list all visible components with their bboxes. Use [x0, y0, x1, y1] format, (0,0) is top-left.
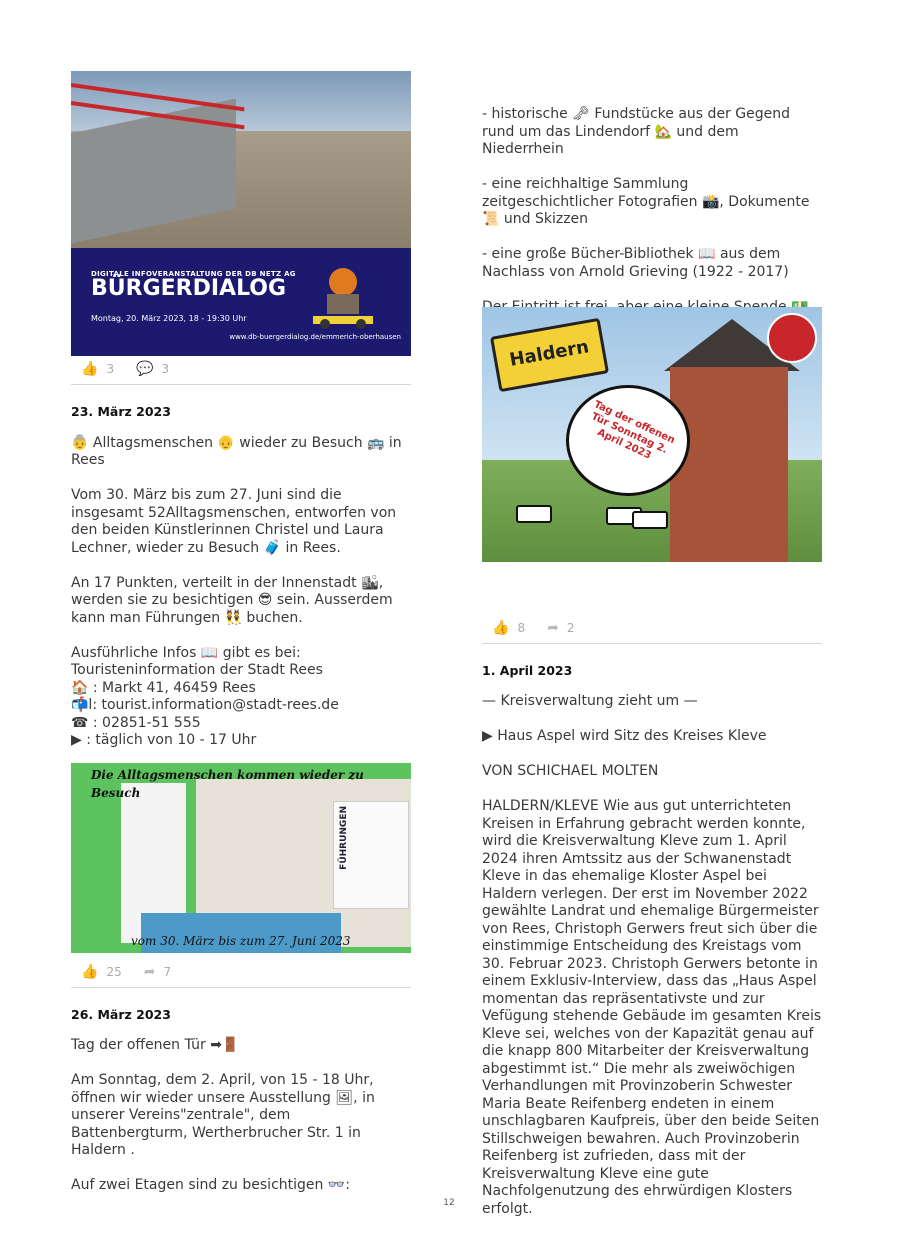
speech-bubble: [566, 385, 690, 496]
comment-count: 3: [161, 362, 170, 377]
cow: [632, 511, 668, 529]
share-icon: ➦: [547, 619, 559, 636]
map-subtitle: vom 30. März bis zum 27. Juni 2023: [131, 934, 351, 948]
club-logo: [767, 313, 817, 363]
post-heading: — Kreisverwaltung zieht um —: [482, 693, 698, 709]
thumbs-up-icon: 👍: [492, 619, 510, 636]
haldern-sign: Haldern: [490, 318, 609, 392]
post-paragraph: Auf zwei Etagen sind zu besichtigen 👓:: [71, 1177, 350, 1193]
post-paragraph: - eine reichhaltige Sammlung zeitgeschichtlicher Fotografien 📸, Dokumente 📜 und Skizzen: [482, 176, 810, 227]
share-count: 7: [163, 964, 172, 979]
share-icon: ➦: [143, 963, 156, 980]
post-stats: [71, 959, 411, 988]
post-date: 23. März 2023: [71, 404, 171, 419]
post-paragraph: Am Sonntag, dem 2. April, von 15 - 18 Uhr, öffnen wir wieder unsere Ausstellung 🖼, in unserer Vereins"zentrale", dem Battenbergturm, Wertherbrucher Str. 1 in Haldern .: [71, 1072, 375, 1158]
post-stats: [71, 356, 411, 385]
cow: [516, 505, 552, 523]
share-count: 2: [566, 620, 575, 635]
comment-button[interactable]: [136, 361, 169, 379]
thumbs-up-icon: 👍: [81, 361, 99, 378]
haldern-tower-image: [482, 307, 822, 562]
fuehrungen-table: [333, 801, 409, 909]
post-heading: Tag der offenen Tür ➡🚪: [71, 1037, 240, 1053]
bubble-text: Tag der offenen Tür Sonntag 2. April 2023: [589, 399, 677, 462]
banner-url: www.db-buergerdialog.de/emmerich-oberhausen: [229, 332, 401, 341]
post-paragraph: An 17 Punkten, verteilt in der Innenstadt 🏙, werden sie zu besichtigen 😎 sein. Ausserdem kann man Führungen 👯 buchen.: [71, 574, 393, 626]
post-heading: 👵 Alltagsmenschen 👴 wieder zu Besuch 🚌 in Rees: [71, 434, 402, 468]
post-date: 1. April 2023: [482, 662, 573, 678]
info-address: 🏠 : Markt 41, 46459 Rees: [71, 679, 256, 696]
thumbs-up-icon: 👍: [81, 963, 99, 980]
post-stats: [482, 615, 822, 644]
post-paragraph: Vom 30. März bis zum 27. Juni sind die insgesamt 52Alltagsmenschen, entworfen von den beiden Künstlerinnen Christel und Laura Lechner, wieder zu Besuch 🧳 in Rees.: [71, 487, 397, 556]
post-article: HALDERN/KLEVE Wie aus gut unterrichteten Kreisen in Erfahrung gebracht werden konnte, wird die Kreisverwaltung Kleve zum 1. April 2024 ihren Amtssitz aus der Schwanenstadt Kleve in das ehemalige Kloster Aspel bei Haldern verlegen. Der erst im November 2022 gewählte Landrat und ehemalige Bürgermeister von Rees, Christoph Gerwers freut sich über die einstimmige Entscheidung des Kreistags vom 30. Februar 2023. Christoph Gerwers betonte in einem Exklusiv-Interview, dass das „Haus Aspel momentan das repräsentativste und zur Vefügung stehende Gebäude im gesamten Kreis Kleve sei, welches von der Kapazität genau auf die knapp 800 Mitarbeiter der Kreisverwaltung abgestimmt ist.“ Die mehr als zweiwöchigen Verhandlungen mit Provinzoberin Schwester Maria Beate Reifenberg endeten in einem unschlagbaren Kaufpreis, über den beide Seiten Stillschweigen bewahren. Auch Provinzoberin Reifenberg ist zufrieden, dass mit der Kreisverwaltung Kleve eine gute Nachfolgenutzung des ehrwürdigen Klosters erfolgt.: [482, 798, 822, 1217]
share-button[interactable]: [547, 620, 574, 638]
share-button[interactable]: [144, 964, 171, 982]
like-button[interactable]: [81, 361, 114, 379]
like-button[interactable]: [81, 964, 122, 982]
info-phone: ☎ : 02851-51 555: [71, 714, 201, 731]
banner-small-text: DIGITALE INFOVERANSTALTUNG DER DB NETZ AG: [91, 270, 296, 278]
banner-time: Montag, 20. März 2023, 18 - 19:30 Uhr: [91, 314, 247, 323]
post-byline: VON SCHICHAEL MOLTEN: [482, 763, 659, 779]
info-line: Touristeninformation der Stadt Rees: [71, 662, 323, 678]
info-line: Ausführliche Infos 📖 gibt es bei:: [71, 644, 301, 661]
alltagsmenschen-map-image: [71, 763, 411, 953]
info-email[interactable]: 📬l: tourist.information@stadt-rees.de: [71, 697, 339, 713]
comment-icon: 💬: [136, 361, 154, 378]
post-subheading: ▶ Haus Aspel wird Sitz des Kreises Kleve: [482, 728, 767, 744]
like-count: 25: [106, 964, 122, 979]
post-date: 26. März 2023: [71, 1006, 171, 1022]
map-title: Die Alltagsmenschen kommen wieder zu Besuch: [91, 768, 364, 800]
page-number: 12: [443, 1198, 455, 1208]
like-count: 3: [106, 362, 115, 377]
like-count: 8: [517, 620, 526, 635]
fuehrungen-label: FÜHRUNGEN: [339, 806, 349, 870]
like-button[interactable]: [492, 620, 525, 638]
post-paragraph: - eine große Bücher-Bibliothek 📖 aus dem Nachlass von Arnold Grieving (1922 - 2017): [482, 246, 789, 280]
info-hours: ▶ : täglich von 10 - 17 Uhr: [71, 732, 257, 748]
banner-title: BÜRGERDIALOG: [91, 276, 287, 301]
post-paragraph: - historische 🗝 Fundstücke aus der Gegend rund um das Lindendorf 🏡 und dem Niederrhein: [482, 106, 790, 157]
